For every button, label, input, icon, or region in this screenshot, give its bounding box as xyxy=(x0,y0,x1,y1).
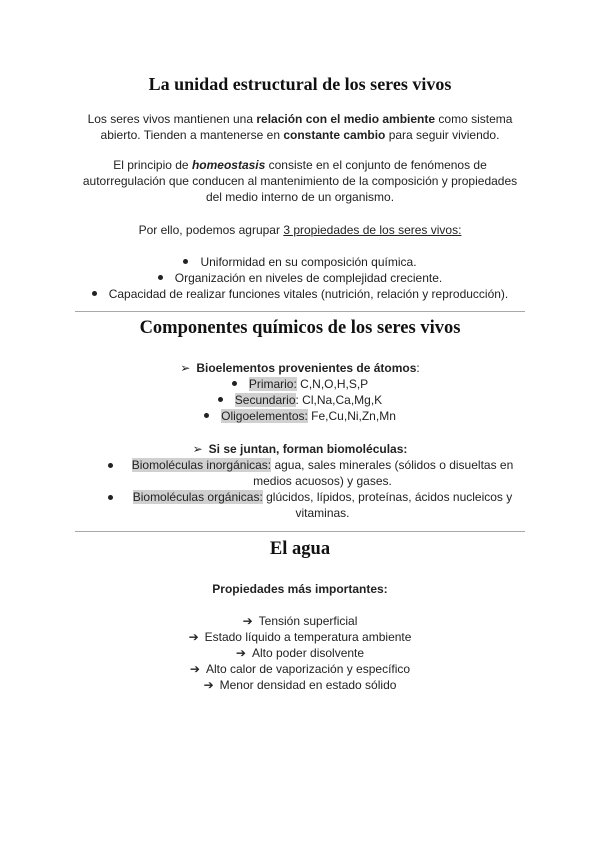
text: como sistema abierto. Tienden a mantenerse en xyxy=(100,112,513,142)
bullet-icon xyxy=(232,381,237,386)
list-item-text: Capacidad de realizar funciones vitales (nutrición, relación y reproducción). xyxy=(108,287,509,301)
arrowhead-icon: ➢ xyxy=(192,442,203,456)
properties-list xyxy=(60,254,540,302)
list-item xyxy=(100,629,500,645)
bold-text: Si se juntan, forman biomoléculas: xyxy=(208,442,408,456)
highlighted-label: Biomoléculas orgánicas: xyxy=(132,490,263,504)
paragraph-relacion-medio xyxy=(70,111,530,143)
bold-italic-text: homeostasis xyxy=(191,158,266,172)
bullet-icon xyxy=(183,259,188,264)
list-item xyxy=(100,661,500,677)
bioelementos-heading xyxy=(70,360,530,376)
list-item xyxy=(100,613,500,629)
list-item xyxy=(100,408,500,424)
list-item xyxy=(100,645,500,661)
paragraph-agrupar xyxy=(70,222,530,238)
list-item-text: Alto calor de vaporización y específico xyxy=(205,662,411,676)
highlighted-label: Oligoelementos: xyxy=(221,409,308,423)
text: : xyxy=(416,361,420,375)
divider xyxy=(75,311,525,312)
highlighted-label: Biomoléculas inorgánicas: xyxy=(131,458,272,472)
list-item xyxy=(100,489,520,521)
text: Los seres vivos mantienen una xyxy=(87,112,257,126)
list-item-text: Organización en niveles de complejidad creciente. xyxy=(174,271,443,285)
bullet-icon xyxy=(108,463,113,468)
bullet-icon xyxy=(108,495,113,500)
agua-properties-list xyxy=(100,613,500,693)
arrowhead-icon: ➢ xyxy=(180,361,191,375)
bold-text: Bioelementos provenientes de átomos xyxy=(196,361,417,375)
list-item-text: Tensión superficial xyxy=(258,614,358,628)
section-title-unidad-estructural: La unidad estructural de los seres vivos xyxy=(148,74,452,94)
bioelementos-list xyxy=(100,376,500,424)
arrow-right-icon: ➔ xyxy=(203,678,214,692)
underlined-text: 3 propiedades de los seres vivos: xyxy=(283,223,462,237)
list-item xyxy=(100,376,500,392)
biomoleculas-heading xyxy=(70,441,530,457)
arrow-right-icon: ➔ xyxy=(188,630,199,644)
bold-text: Propiedades más importantes: xyxy=(212,582,388,596)
highlighted-label: Primario: xyxy=(248,377,297,391)
list-item xyxy=(60,286,540,302)
text: consiste en el conjunto de fenómenos de autorregulación que conducen al mantenimiento de la composición y propiedades del medio interno de un organismo. xyxy=(82,158,518,204)
divider xyxy=(75,531,525,532)
list-item-value: : Cl,Na,Ca,Mg,K xyxy=(295,393,383,407)
bold-text: constante cambio xyxy=(283,128,386,142)
list-item xyxy=(60,270,540,286)
bullet-icon xyxy=(218,397,223,402)
list-item xyxy=(100,677,500,693)
list-item-value: Fe,Cu,Ni,Zn,Mn xyxy=(307,409,396,423)
biomoleculas-list xyxy=(100,457,520,521)
bullet-icon xyxy=(92,291,97,296)
propiedades-heading xyxy=(70,581,530,597)
list-item-text: Uniformidad en su composición química. xyxy=(200,255,417,269)
bold-text: relación con el medio ambiente xyxy=(256,112,436,126)
list-item xyxy=(100,457,520,489)
text: El principio de xyxy=(113,158,192,172)
arrow-right-icon: ➔ xyxy=(189,662,200,676)
list-item-value: C,N,O,H,S,P xyxy=(296,377,369,391)
list-item-text: Alto poder disolvente xyxy=(251,646,365,660)
text: Por ello, podemos agrupar xyxy=(138,223,284,237)
bullet-icon xyxy=(204,413,209,418)
arrow-right-icon: ➔ xyxy=(242,614,253,628)
text: para seguir viviendo. xyxy=(385,128,500,142)
arrow-right-icon: ➔ xyxy=(235,646,246,660)
bullet-icon xyxy=(158,275,163,280)
section-title-componentes-quimicos: Componentes químicos de los seres vivos xyxy=(139,318,461,338)
list-item-text: Estado líquido a temperatura ambiente xyxy=(204,630,412,644)
list-item-value: glúcidos, lípidos, proteínas, ácidos nucleicos y vitaminas. xyxy=(262,490,513,520)
paragraph-homeostasis xyxy=(75,157,525,205)
section-title-el-agua: El agua xyxy=(269,539,331,559)
list-item xyxy=(100,392,500,408)
highlighted-label: Secundario xyxy=(234,393,296,407)
list-item-value: agua, sales minerales (sólidos o disueltas en medios acuosos) y gases. xyxy=(253,458,514,488)
list-item-text: Menor densidad en estado sólido xyxy=(219,678,397,692)
list-item xyxy=(60,254,540,270)
